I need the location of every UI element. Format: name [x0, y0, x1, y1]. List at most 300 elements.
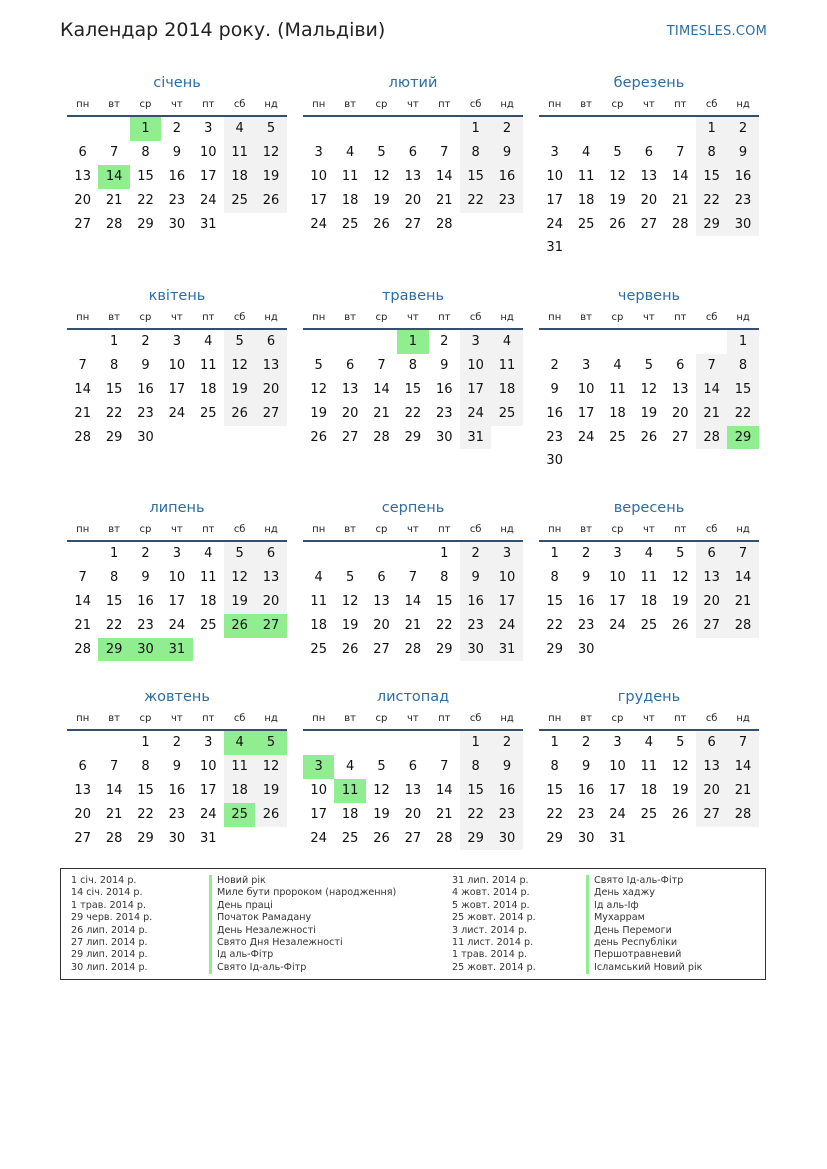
weekday-label: сб	[469, 99, 482, 110]
day-cell: 30	[577, 830, 595, 846]
day-cell: 26	[373, 830, 390, 846]
days-grid	[539, 117, 759, 260]
empty-cell	[602, 330, 633, 354]
day-cell: 26	[640, 429, 658, 445]
weekday-label: пт	[674, 713, 687, 724]
empty-cell	[98, 117, 129, 141]
empty-cell	[303, 330, 334, 354]
day-cell: 19	[609, 192, 626, 208]
day-cell: 18	[640, 593, 658, 609]
day-cell: 19	[310, 405, 327, 421]
month-name: лютий	[388, 75, 438, 91]
day-cell: 18	[199, 381, 217, 397]
days-grid	[303, 731, 523, 850]
day-cell: 25	[491, 402, 522, 426]
day-cell: 18	[199, 593, 217, 609]
weekday-label: вт	[108, 312, 120, 323]
day-cell: 8	[109, 569, 119, 585]
weekday-label: ср	[611, 312, 624, 323]
weekday-label: чт	[407, 524, 419, 535]
day-cell: 16	[491, 165, 522, 189]
holiday-legend	[60, 868, 766, 980]
days-grid	[303, 542, 523, 661]
days-grid	[67, 731, 287, 850]
day-cell: 24	[609, 806, 626, 822]
day-cell: 20	[341, 405, 359, 421]
weekday-label: пн	[312, 312, 326, 323]
day-cell: 19	[255, 165, 286, 189]
weekday-label: нд	[500, 99, 514, 110]
weekday-label: нд	[736, 713, 750, 724]
day-cell: 15	[727, 378, 758, 402]
weekday-label: чт	[643, 524, 655, 535]
day-cell: 8	[696, 141, 727, 165]
holiday-day-cell: 29	[98, 638, 129, 662]
day-cell: 25	[341, 830, 359, 846]
day-cell: 16	[137, 593, 154, 609]
day-cell: 23	[137, 617, 154, 633]
day-cell: 2	[727, 117, 758, 141]
weekday-label: нд	[500, 524, 514, 535]
day-cell: 16	[577, 782, 595, 798]
legend-date: 29 черв. 2014 р.	[71, 912, 153, 924]
day-cell: 27	[671, 429, 689, 445]
day-cell: 10	[310, 782, 327, 798]
day-cell: 30	[137, 429, 154, 445]
holiday-day-cell: 14	[98, 165, 129, 189]
weekday-header	[303, 708, 523, 731]
day-cell: 14	[671, 168, 689, 184]
day-cell: 20	[671, 405, 689, 421]
day-cell: 8	[408, 357, 417, 373]
empty-cell	[397, 542, 428, 566]
weekday-label: ср	[139, 99, 152, 110]
day-cell: 19	[671, 593, 689, 609]
month-name: вересень	[613, 500, 685, 516]
day-cell: 4	[581, 144, 591, 160]
day-cell: 27	[404, 830, 422, 846]
weekday-label: чт	[171, 524, 183, 535]
holiday-day-cell: 29	[727, 426, 758, 450]
day-cell: 8	[109, 357, 119, 373]
legend-date: 5 жовт. 2014 р.	[452, 899, 530, 911]
day-cell: 23	[577, 806, 595, 822]
day-cell: 28	[373, 429, 390, 445]
day-cell: 12	[373, 168, 390, 184]
day-cell: 19	[373, 806, 390, 822]
day-cell: 2	[460, 542, 491, 566]
day-cell: 2	[491, 731, 522, 755]
day-cell: 6	[255, 330, 286, 354]
empty-cell	[366, 542, 397, 566]
day-cell: 16	[168, 168, 186, 184]
legend-holiday-name: Ід аль-Фітр	[209, 949, 396, 961]
day-cell: 30	[460, 638, 491, 662]
day-cell: 3	[172, 546, 181, 561]
weekday-label: нд	[736, 99, 750, 110]
legend-dates-left	[71, 875, 152, 974]
day-cell: 20	[373, 617, 390, 633]
day-cell: 21	[435, 192, 453, 208]
day-cell: 6	[377, 569, 386, 585]
month-name: червень	[617, 288, 681, 304]
empty-cell	[633, 117, 664, 141]
day-cell: 17	[310, 806, 327, 822]
day-cell: 19	[640, 405, 658, 421]
day-cell: 22	[546, 806, 563, 822]
brand-link[interactable]: TIMESLES.COM	[666, 24, 767, 39]
weekday-header	[303, 519, 523, 542]
holiday-day-cell: 27	[255, 614, 286, 638]
day-cell: 9	[460, 566, 491, 590]
day-cell: 23	[491, 803, 522, 827]
legend-date: 11 лист. 2014 р.	[452, 936, 534, 948]
empty-cell	[334, 731, 365, 755]
day-cell: 15	[696, 165, 727, 189]
day-cell: 4	[644, 735, 653, 750]
holiday-day-cell: 1	[397, 330, 428, 354]
legend-date: 29 лип. 2014 р.	[71, 949, 148, 961]
days-grid	[303, 330, 523, 449]
day-cell: 3	[204, 121, 213, 136]
day-cell: 6	[676, 357, 685, 373]
weekday-label: сб	[469, 713, 482, 724]
holiday-day-cell: 11	[334, 779, 365, 803]
day-cell: 25	[577, 216, 595, 232]
day-cell: 14	[404, 593, 422, 609]
holiday-day-cell: 3	[303, 755, 334, 779]
empty-cell	[633, 330, 664, 354]
day-cell: 21	[105, 806, 123, 822]
day-cell: 4	[644, 546, 653, 561]
legend-date: 30 лип. 2014 р.	[71, 961, 148, 973]
empty-cell	[539, 117, 570, 141]
day-cell: 26	[255, 189, 286, 213]
day-cell: 20	[404, 806, 422, 822]
day-cell: 28	[727, 803, 758, 827]
day-cell: 30	[577, 641, 595, 657]
day-cell: 7	[440, 144, 449, 160]
day-cell: 4	[491, 330, 522, 354]
day-cell: 31	[199, 216, 217, 232]
day-cell: 5	[613, 144, 622, 160]
weekday-label: ср	[611, 524, 624, 535]
weekday-label: пт	[438, 713, 451, 724]
weekday-label: пт	[202, 713, 215, 724]
day-cell: 5	[314, 357, 323, 373]
day-cell: 1	[696, 117, 727, 141]
weekday-label: вт	[580, 312, 592, 323]
day-cell: 30	[546, 453, 563, 469]
weekday-label: пн	[548, 524, 562, 535]
day-cell: 31	[199, 830, 217, 846]
day-cell: 10	[168, 569, 186, 585]
day-cell: 14	[727, 566, 758, 590]
empty-cell	[303, 117, 334, 141]
empty-cell	[397, 731, 428, 755]
day-cell: 21	[435, 806, 453, 822]
day-cell: 20	[696, 779, 727, 803]
day-cell: 12	[255, 755, 286, 779]
day-cell: 31	[460, 426, 491, 450]
day-cell: 13	[404, 168, 422, 184]
day-cell: 29	[137, 216, 154, 232]
day-cell: 5	[224, 330, 255, 354]
holiday-day-cell: 25	[224, 803, 255, 827]
day-cell: 7	[377, 357, 386, 373]
day-cell: 26	[310, 429, 327, 445]
legend-date: 4 жовт. 2014 р.	[452, 887, 530, 899]
day-cell: 9	[550, 381, 559, 397]
day-cell: 5	[676, 546, 685, 561]
day-cell: 2	[491, 117, 522, 141]
empty-cell	[665, 330, 696, 354]
day-cell: 9	[141, 569, 150, 585]
day-cell: 12	[671, 758, 689, 774]
day-cell: 17	[609, 593, 626, 609]
day-cell: 7	[109, 758, 119, 774]
day-cell: 6	[408, 758, 417, 774]
weekday-label: сб	[469, 524, 482, 535]
weekday-label: пн	[312, 99, 326, 110]
day-cell: 1	[550, 546, 559, 561]
day-cell: 7	[727, 731, 758, 755]
day-cell: 23	[460, 614, 491, 638]
day-cell: 29	[460, 827, 491, 851]
weekday-label: пн	[76, 312, 90, 323]
empty-cell	[539, 330, 570, 354]
day-cell: 25	[640, 617, 658, 633]
day-cell: 18	[577, 192, 595, 208]
day-cell: 13	[74, 168, 91, 184]
days-grid	[67, 330, 287, 449]
month-name: серпень	[381, 500, 445, 516]
day-cell: 24	[310, 830, 327, 846]
weekday-label: пн	[548, 99, 562, 110]
day-cell: 17	[168, 593, 186, 609]
empty-cell	[570, 330, 601, 354]
day-cell: 1	[141, 735, 150, 750]
empty-cell	[334, 542, 365, 566]
day-cell: 2	[141, 546, 150, 561]
day-cell: 21	[105, 192, 123, 208]
day-cell: 7	[696, 354, 727, 378]
day-cell: 17	[199, 782, 217, 798]
day-cell: 3	[550, 144, 559, 160]
day-cell: 8	[141, 144, 150, 160]
day-cell: 27	[373, 641, 390, 657]
day-cell: 11	[224, 141, 255, 165]
day-cell: 6	[255, 542, 286, 566]
legend-holiday-name: Ісламський Новий рік	[586, 962, 702, 974]
day-cell: 24	[460, 402, 491, 426]
day-cell: 10	[577, 381, 595, 397]
day-cell: 24	[609, 617, 626, 633]
day-cell: 31	[546, 240, 563, 256]
empty-cell	[665, 117, 696, 141]
day-cell: 9	[727, 141, 758, 165]
day-cell: 29	[137, 830, 154, 846]
day-cell: 25	[224, 189, 255, 213]
holiday-day-cell: 31	[161, 638, 192, 662]
legend-names-left	[209, 875, 396, 974]
legend-names-right	[586, 875, 702, 974]
weekday-label: ср	[375, 713, 388, 724]
month-block	[303, 285, 523, 449]
day-cell: 15	[546, 593, 563, 609]
day-cell: 27	[696, 614, 727, 638]
empty-cell	[67, 330, 98, 354]
day-cell: 28	[404, 641, 422, 657]
day-cell: 9	[440, 357, 449, 373]
empty-cell	[98, 731, 129, 755]
holiday-day-cell: 5	[255, 731, 286, 755]
day-cell: 16	[546, 405, 563, 421]
weekday-label: вт	[108, 99, 120, 110]
day-cell: 5	[676, 735, 685, 750]
day-cell: 21	[404, 617, 422, 633]
day-cell: 19	[224, 590, 255, 614]
day-cell: 3	[460, 330, 491, 354]
day-cell: 19	[341, 617, 359, 633]
legend-holiday-name: Мухаррам	[586, 912, 702, 924]
empty-cell	[429, 731, 460, 755]
day-cell: 6	[78, 144, 87, 160]
weekday-label: ср	[139, 713, 152, 724]
day-cell: 5	[255, 117, 286, 141]
day-cell: 30	[435, 429, 453, 445]
month-name: січень	[153, 75, 201, 91]
day-cell: 12	[224, 566, 255, 590]
day-cell: 31	[609, 830, 626, 846]
day-cell: 23	[137, 405, 154, 421]
weekday-label: вт	[344, 99, 356, 110]
day-cell: 2	[440, 334, 449, 349]
empty-cell	[696, 330, 727, 354]
weekday-header	[539, 708, 759, 731]
day-cell: 25	[341, 216, 359, 232]
day-cell: 16	[491, 779, 522, 803]
day-cell: 26	[373, 216, 390, 232]
weekday-label: вт	[580, 713, 592, 724]
weekday-label: чт	[171, 713, 183, 724]
day-cell: 18	[640, 782, 658, 798]
weekday-label: ср	[375, 99, 388, 110]
weekday-header	[303, 307, 523, 330]
day-cell: 15	[137, 168, 154, 184]
day-cell: 21	[727, 590, 758, 614]
day-cell: 19	[671, 782, 689, 798]
day-cell: 28	[74, 641, 91, 657]
day-cell: 5	[644, 357, 653, 373]
weekday-label: пт	[202, 99, 215, 110]
day-cell: 8	[550, 758, 559, 774]
day-cell: 22	[137, 192, 154, 208]
day-cell: 8	[141, 758, 150, 774]
day-cell: 12	[310, 381, 327, 397]
day-cell: 7	[440, 758, 449, 774]
day-cell: 12	[224, 354, 255, 378]
day-cell: 20	[74, 806, 91, 822]
weekday-label: сб	[233, 99, 246, 110]
day-cell: 9	[172, 758, 181, 774]
weekday-header	[67, 94, 287, 117]
weekday-label: нд	[736, 524, 750, 535]
day-cell: 24	[199, 192, 217, 208]
day-cell: 9	[141, 357, 150, 373]
weekday-header	[67, 307, 287, 330]
day-cell: 11	[310, 593, 327, 609]
empty-cell	[334, 117, 365, 141]
legend-date: 14 січ. 2014 р.	[71, 887, 143, 899]
day-cell: 26	[671, 617, 689, 633]
month-block	[303, 686, 523, 850]
day-cell: 29	[696, 213, 727, 237]
empty-cell	[303, 542, 334, 566]
month-name: квітень	[148, 288, 206, 304]
day-cell: 17	[310, 192, 327, 208]
day-cell: 4	[204, 334, 213, 349]
weekday-label: пн	[548, 713, 562, 724]
day-cell: 13	[255, 566, 286, 590]
weekday-label: нд	[264, 312, 278, 323]
day-cell: 16	[137, 381, 154, 397]
day-cell: 28	[105, 216, 123, 232]
day-cell: 29	[105, 429, 123, 445]
day-cell: 1	[109, 334, 119, 349]
weekday-label: пт	[202, 524, 215, 535]
day-cell: 17	[577, 405, 595, 421]
day-cell: 13	[341, 381, 359, 397]
day-cell: 4	[345, 144, 355, 160]
day-cell: 11	[199, 357, 217, 373]
day-cell: 22	[460, 189, 491, 213]
weekday-label: вт	[580, 524, 592, 535]
day-cell: 22	[460, 803, 491, 827]
day-cell: 20	[255, 378, 286, 402]
day-cell: 11	[224, 755, 255, 779]
day-cell: 23	[577, 617, 595, 633]
legend-date: 31 лип. 2014 р.	[452, 875, 529, 886]
weekday-label: вт	[580, 99, 592, 110]
page-title: Календар 2014 року. (Мальдіви)	[60, 19, 386, 41]
weekday-label: сб	[705, 99, 718, 110]
month-name: травень	[381, 288, 445, 304]
day-cell: 11	[491, 354, 522, 378]
empty-cell	[67, 731, 98, 755]
day-cell: 19	[373, 192, 390, 208]
day-cell: 7	[78, 569, 87, 585]
weekday-label: пт	[674, 524, 687, 535]
month-block	[539, 686, 759, 850]
day-cell: 6	[78, 758, 87, 774]
day-cell: 22	[137, 806, 154, 822]
day-cell: 19	[224, 378, 255, 402]
day-cell: 26	[255, 803, 286, 827]
day-cell: 9	[581, 758, 591, 774]
day-cell: 7	[78, 357, 87, 373]
day-cell: 14	[105, 782, 123, 798]
days-grid	[67, 542, 287, 661]
weekday-label: сб	[469, 312, 482, 323]
day-cell: 27	[696, 803, 727, 827]
day-cell: 18	[224, 165, 255, 189]
day-cell: 30	[168, 830, 186, 846]
weekday-label: ср	[375, 524, 388, 535]
day-cell: 3	[172, 334, 181, 349]
legend-date: 3 лист. 2014 р.	[452, 924, 528, 936]
day-cell: 5	[345, 569, 355, 585]
